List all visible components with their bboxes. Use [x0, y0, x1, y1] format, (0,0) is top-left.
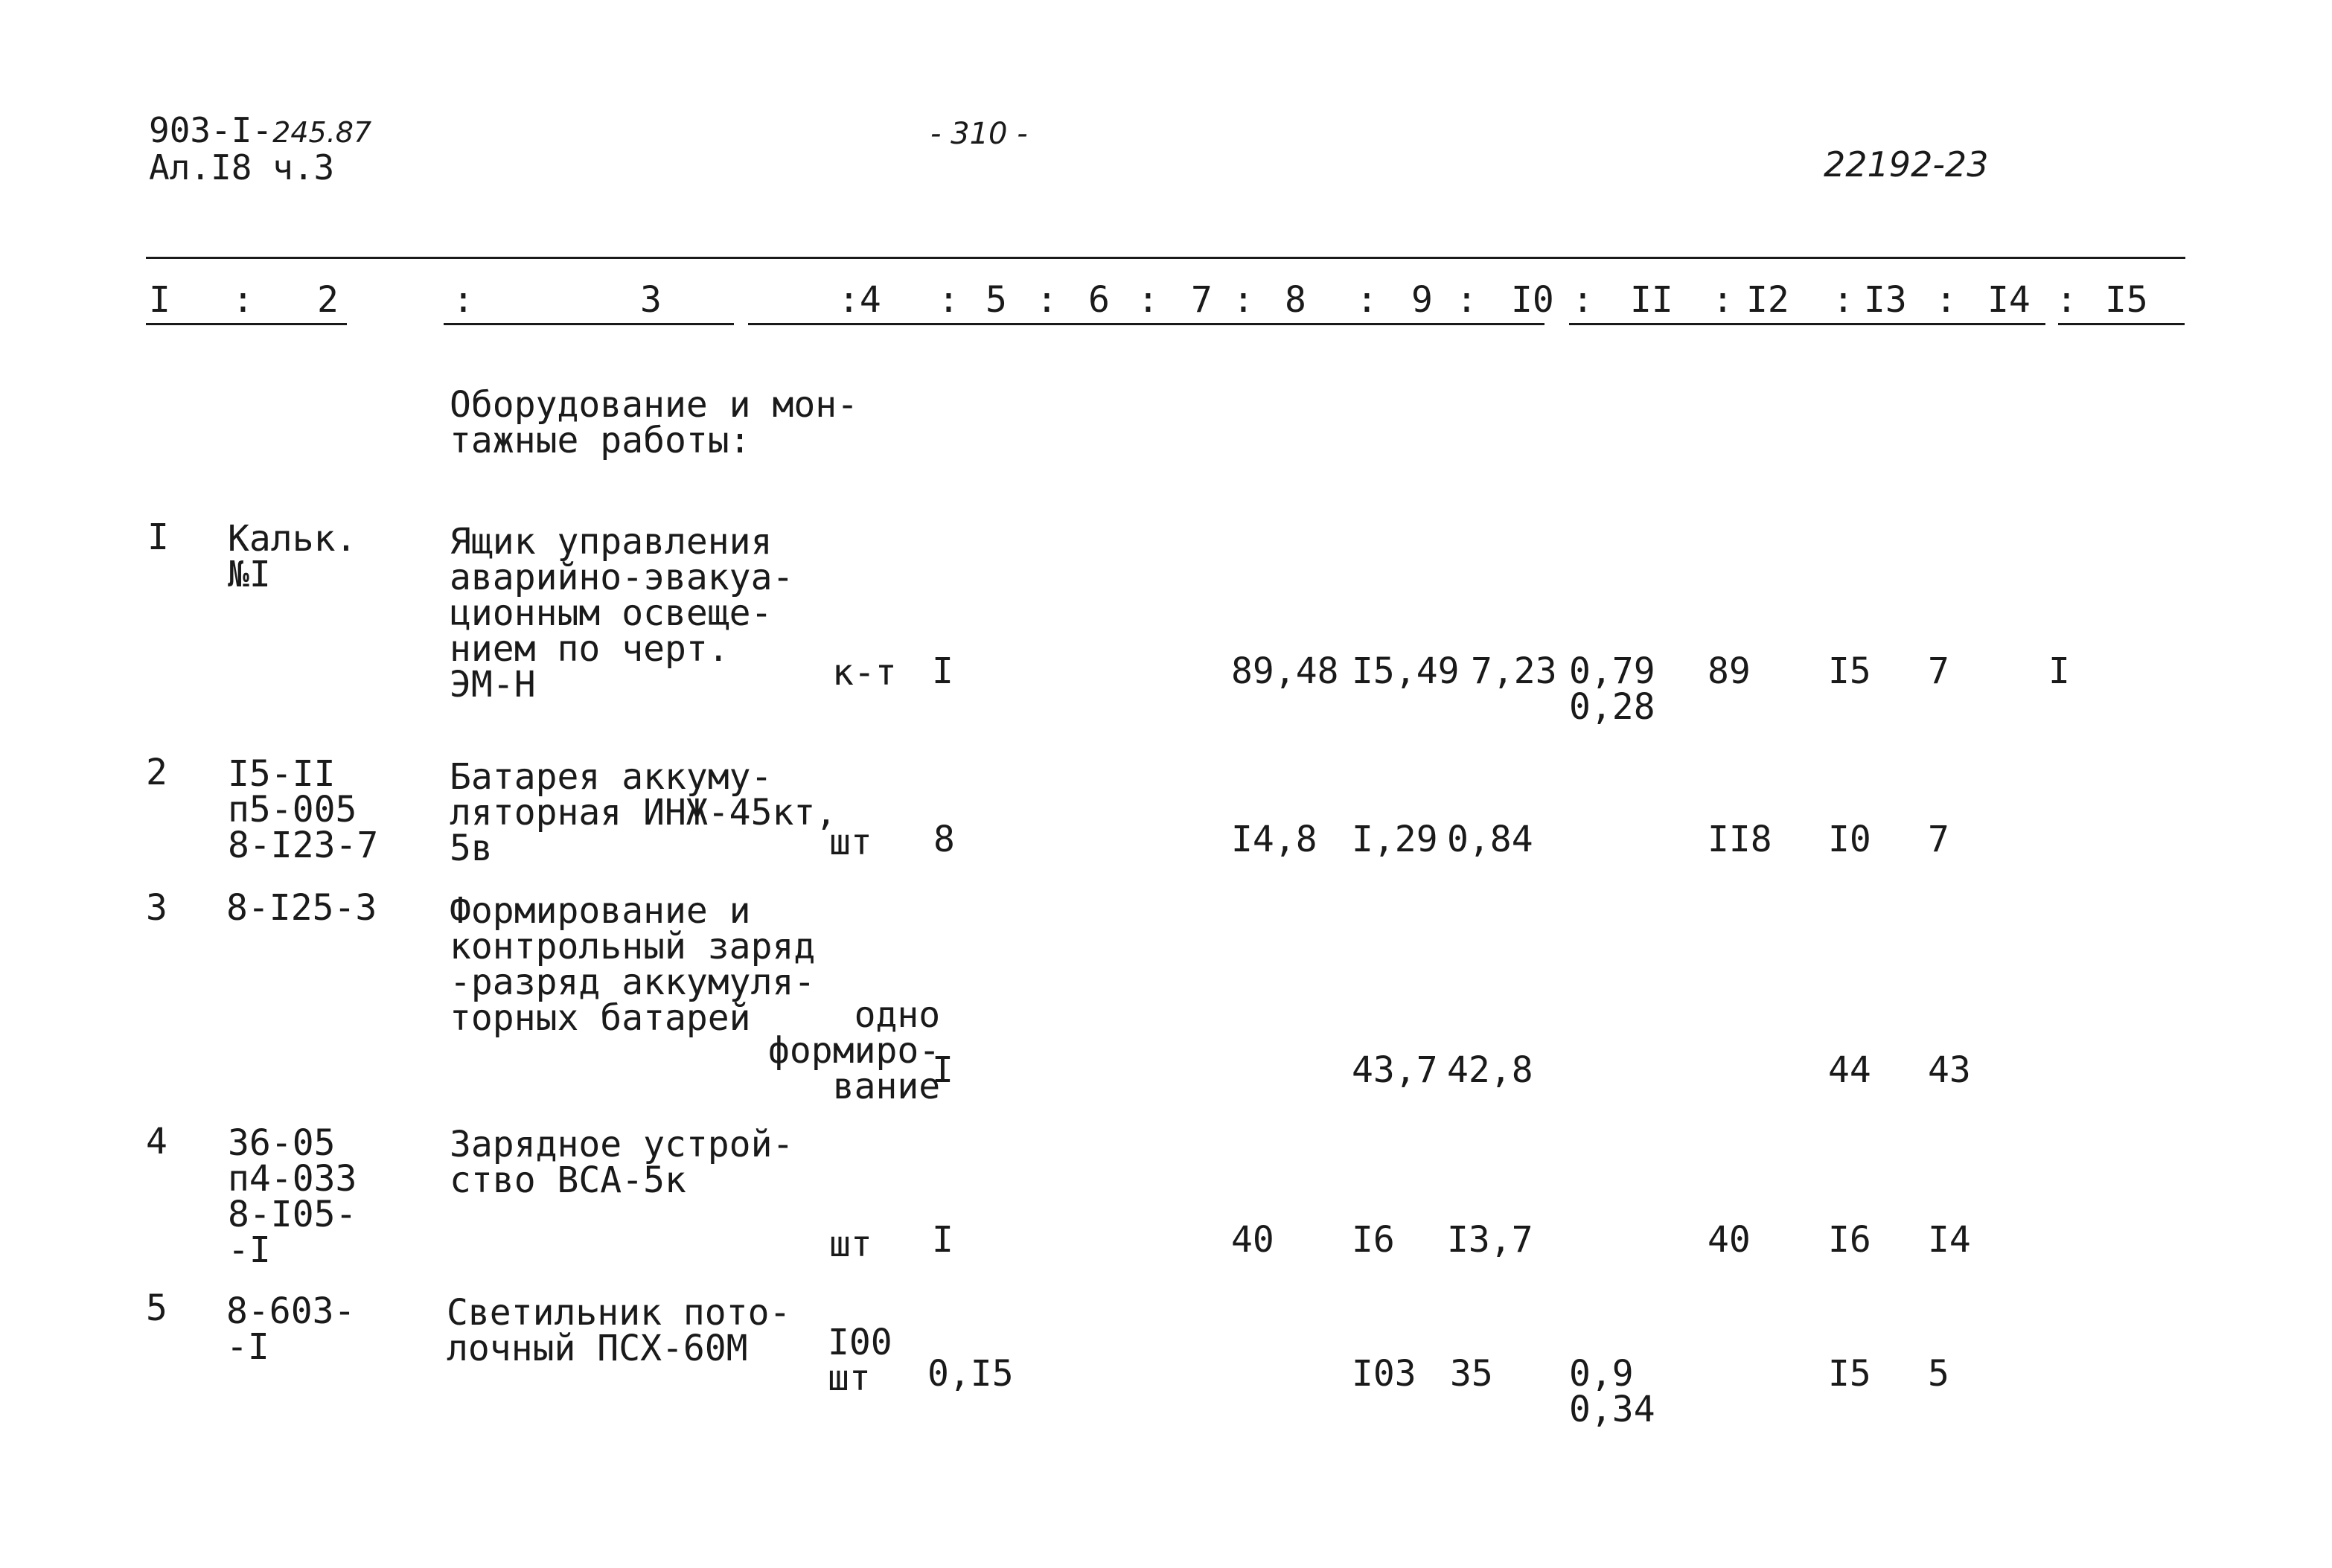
- column-number: I: [149, 279, 170, 321]
- column-number: I4: [1987, 279, 2031, 321]
- col14-value: 7: [1928, 650, 1949, 692]
- column-number: 6: [1088, 279, 1110, 321]
- stamp-number: 22192-23: [1824, 144, 1989, 185]
- column-number: :4: [838, 279, 881, 321]
- item-name: Зарядное устрой- ство ВСА-5к: [450, 1124, 794, 1201]
- row-number: 2: [146, 752, 167, 793]
- col10-value: 7,23: [1471, 650, 1557, 692]
- column-number: 7: [1191, 279, 1213, 321]
- col14-value: I4: [1928, 1219, 1971, 1261]
- row-number: 5: [146, 1287, 167, 1329]
- album-reference: Ал.I8 ч.3: [149, 147, 335, 188]
- col15-value: I: [2048, 650, 2070, 692]
- row-number: 3: [146, 887, 167, 929]
- col13-value: 44: [1828, 1049, 1871, 1091]
- item-code: I5-II п5-005 8-I23-7: [228, 753, 379, 866]
- header-bottom-rule: [1569, 323, 2045, 325]
- col13-value: I5: [1828, 650, 1871, 692]
- column-separator: :: [1137, 279, 1159, 321]
- item-unit: шт: [829, 1223, 872, 1265]
- item-unit: I00 шт: [828, 1322, 892, 1399]
- document-code-printed: 903-I-: [149, 110, 273, 150]
- column-separator: :: [1572, 279, 1594, 321]
- item-name: Светильник пото- лочный ПСХ-60М: [447, 1292, 791, 1369]
- column-number: 5: [985, 279, 1007, 321]
- column-separator: :: [1036, 279, 1058, 321]
- item-code: 8-603- -I: [226, 1290, 356, 1368]
- col8-value: 40: [1231, 1219, 1274, 1261]
- header-bottom-rule: [2058, 323, 2185, 325]
- col8-value: 89,48: [1231, 650, 1339, 692]
- column-number: 8: [1285, 279, 1306, 321]
- col9-value: I,29: [1352, 819, 1438, 860]
- col12-value: 40: [1708, 1219, 1751, 1261]
- document-code: [149, 112, 371, 151]
- col9-value: I6: [1352, 1219, 1395, 1261]
- column-number: II: [1630, 279, 1673, 321]
- col9-value: I5,49: [1352, 650, 1460, 692]
- column-separator: :: [453, 279, 474, 321]
- col9-value: 43,7: [1352, 1049, 1438, 1091]
- item-unit: шт: [829, 822, 872, 863]
- page-number: - 310 -: [930, 117, 1028, 151]
- col10-value: 42,8: [1447, 1049, 1533, 1091]
- header-bottom-rule: [748, 323, 1544, 325]
- section-title: Оборудование и мон- тажные работы:: [450, 384, 859, 461]
- header-top-rule: [146, 257, 2185, 259]
- col14-value: 7: [1928, 819, 1949, 860]
- col8-value: I4,8: [1231, 819, 1317, 860]
- item-unit: к-т: [832, 652, 897, 694]
- column-separator: :: [2056, 279, 2077, 321]
- column-separator: :: [1456, 279, 1478, 321]
- column-separator: :: [938, 279, 959, 321]
- item-quantity: 8: [933, 819, 955, 860]
- column-separator: :: [1833, 279, 1854, 321]
- column-separator: :: [232, 279, 254, 321]
- item-quantity: I: [932, 650, 953, 692]
- col10-value: 35: [1450, 1353, 1493, 1395]
- col11-value: 0,79 0,28: [1569, 650, 1655, 728]
- item-code: 36-05 п4-033 8-I05- -I: [228, 1122, 357, 1271]
- column-separator: :: [1935, 279, 1957, 321]
- item-code: 8-I25-3: [226, 887, 377, 929]
- col13-value: I0: [1828, 819, 1871, 860]
- item-code: Кальк. №I: [228, 518, 357, 595]
- col14-value: 5: [1928, 1353, 1949, 1395]
- column-separator: :: [1233, 279, 1254, 321]
- column-number: I3: [1864, 279, 1907, 321]
- col14-value: 43: [1928, 1049, 1971, 1091]
- document-code-handwritten: 245.87: [272, 116, 372, 149]
- col11-value: 0,9 0,34: [1569, 1353, 1655, 1430]
- column-number: 9: [1411, 279, 1433, 321]
- column-number: I5: [2105, 279, 2148, 321]
- row-number: 4: [146, 1121, 167, 1162]
- item-name: Ящик управления аварийно-эвакуа- ционным освеще- нием по черт. ЭМ-Н: [450, 521, 794, 705]
- column-number: I0: [1511, 279, 1554, 321]
- column-number: I2: [1746, 279, 1789, 321]
- item-unit: одно формиро- вание: [768, 994, 941, 1107]
- header-bottom-rule: [146, 323, 347, 325]
- column-separator: :: [1712, 279, 1734, 321]
- col9-value: I03: [1352, 1353, 1416, 1395]
- item-name: Формирование и контрольный заряд -разряд аккумуля- торных батарей: [450, 890, 816, 1039]
- col12-value: 89: [1708, 650, 1751, 692]
- col13-value: I6: [1828, 1219, 1871, 1261]
- row-number: I: [147, 516, 169, 558]
- col10-value: 0,84: [1447, 819, 1533, 860]
- header-bottom-rule: [444, 323, 734, 325]
- item-quantity: I: [932, 1219, 953, 1261]
- column-separator: :: [1356, 279, 1378, 321]
- col12-value: II8: [1708, 819, 1772, 860]
- col10-value: I3,7: [1447, 1219, 1533, 1261]
- item-name: Батарея аккуму- ляторная ИНЖ-45кт, 5в: [450, 756, 837, 869]
- item-quantity: 0,I5: [927, 1353, 1014, 1395]
- item-quantity: I: [932, 1049, 953, 1091]
- column-number: 2: [317, 279, 339, 321]
- column-number: 3: [640, 279, 662, 321]
- col13-value: I5: [1828, 1353, 1871, 1395]
